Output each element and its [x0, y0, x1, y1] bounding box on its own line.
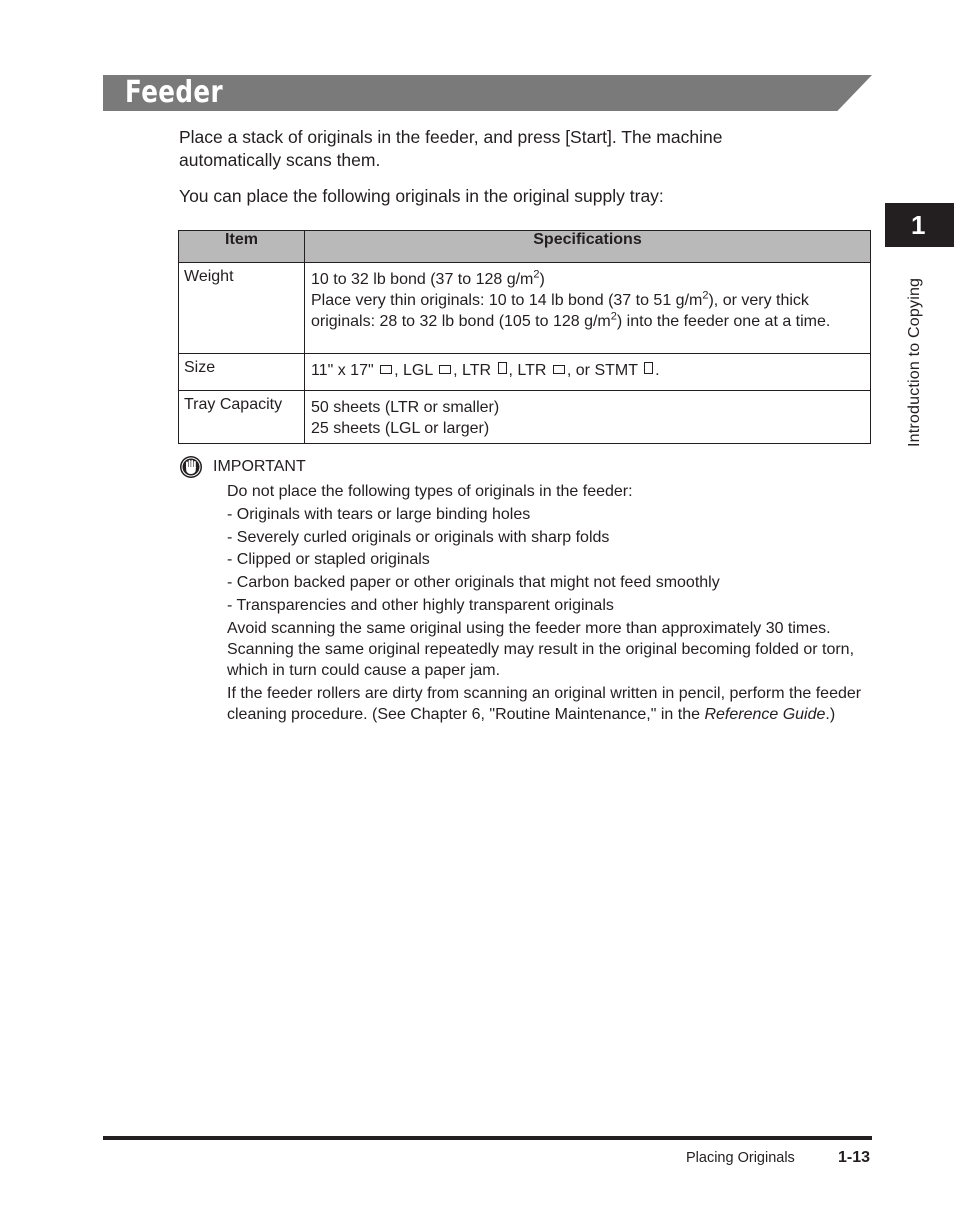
chapter-number-tab: 1: [885, 203, 954, 247]
weight-line-1: [311, 269, 864, 290]
section-title: Feeder: [125, 75, 224, 110]
portrait-orientation-icon: [644, 362, 653, 374]
text: 11" x 17": [311, 362, 374, 379]
text: originals: 28 to 32 lb bond (105 to 128 g/m: [311, 313, 611, 330]
note-line: - Carbon backed paper or other originals that might not feed smoothly: [227, 574, 720, 592]
important-label: IMPORTANT: [213, 458, 306, 475]
spec-tray-capacity: [305, 391, 871, 444]
note-line: Do not place the following types of originals in the feeder:: [227, 483, 633, 500]
spec-weight: [305, 263, 871, 354]
text: ), or very thick: [708, 292, 809, 309]
note-line: - Severely curled originals or originals with sharp folds: [227, 528, 610, 546]
note-paragraph: [227, 683, 872, 725]
text: Place very thin originals: 10 to 14 lb bond (37 to 51 g/m: [311, 292, 703, 309]
tray-line-1: 50 sheets (LTR or smaller): [311, 399, 500, 416]
superscript: 2: [702, 289, 709, 302]
text: , LTR: [453, 362, 492, 379]
item-weight: Weight: [179, 263, 305, 354]
text: ): [539, 271, 545, 288]
note-line: - Clipped or stapled originals: [227, 551, 430, 569]
text: , LGL: [394, 362, 433, 379]
footer-section-title: Placing Originals: [686, 1150, 795, 1166]
note-line: - Transparencies and other highly transparent originals: [227, 596, 614, 614]
table-row-weight: [179, 263, 871, 354]
landscape-orientation-icon: [380, 365, 392, 374]
header-item: Item: [179, 231, 305, 263]
weight-line-3: [311, 311, 864, 332]
tray-line-2: 25 sheets (LGL or larger): [311, 420, 490, 437]
note-line: - Originals with tears or large binding holes: [227, 505, 531, 523]
text: ) into the feeder one at a time.: [616, 313, 831, 330]
text: .: [655, 362, 660, 379]
hand-stop-icon: [179, 455, 203, 479]
text: If the feeder rollers are dirty from scanning an original written in pencil, perform the feeder cleaning procedure. (See Chapter 6, "Routine Maintenance," in the: [227, 684, 862, 723]
landscape-orientation-icon: [553, 365, 565, 374]
text: 10 to 32 lb bond (37 to 128 g/m: [311, 271, 534, 288]
text: , or STMT: [566, 362, 638, 379]
header-specifications: Specifications: [305, 231, 871, 263]
lead-paragraph: You can place the following originals in the original supply tray:: [179, 186, 664, 206]
text: .): [825, 705, 836, 723]
landscape-orientation-icon: [439, 365, 451, 374]
superscript: 2: [533, 268, 540, 281]
weight-line-2: [311, 290, 864, 311]
spec-size: [305, 354, 871, 391]
portrait-orientation-icon: [498, 362, 507, 374]
table-row-size: [179, 354, 871, 391]
intro-paragraph: Place a stack of originals in the feeder, and press [Start]. The machine automatically scans them.: [179, 127, 723, 170]
text: , LTR: [508, 362, 547, 379]
item-size: Size: [179, 354, 305, 391]
important-notes: [227, 481, 872, 726]
reference-guide-title: Reference Guide: [704, 705, 826, 723]
table-header-row: [179, 231, 871, 263]
superscript: 2: [610, 310, 617, 323]
table-row-tray-capacity: [179, 391, 871, 444]
note-paragraph: Avoid scanning the same original using the feeder more than approximately 30 times. Scanning the same original repeatedly may result in the original becoming folded or torn, which in turn could cause a paper jam.: [227, 619, 855, 679]
specifications-table: [178, 230, 871, 444]
chapter-title-vertical: Introduction to Copying: [906, 277, 923, 447]
item-tray-capacity: Tray Capacity: [179, 391, 305, 444]
footer-page-number: 1-13: [838, 1149, 871, 1166]
footer-rule: [103, 1136, 872, 1140]
